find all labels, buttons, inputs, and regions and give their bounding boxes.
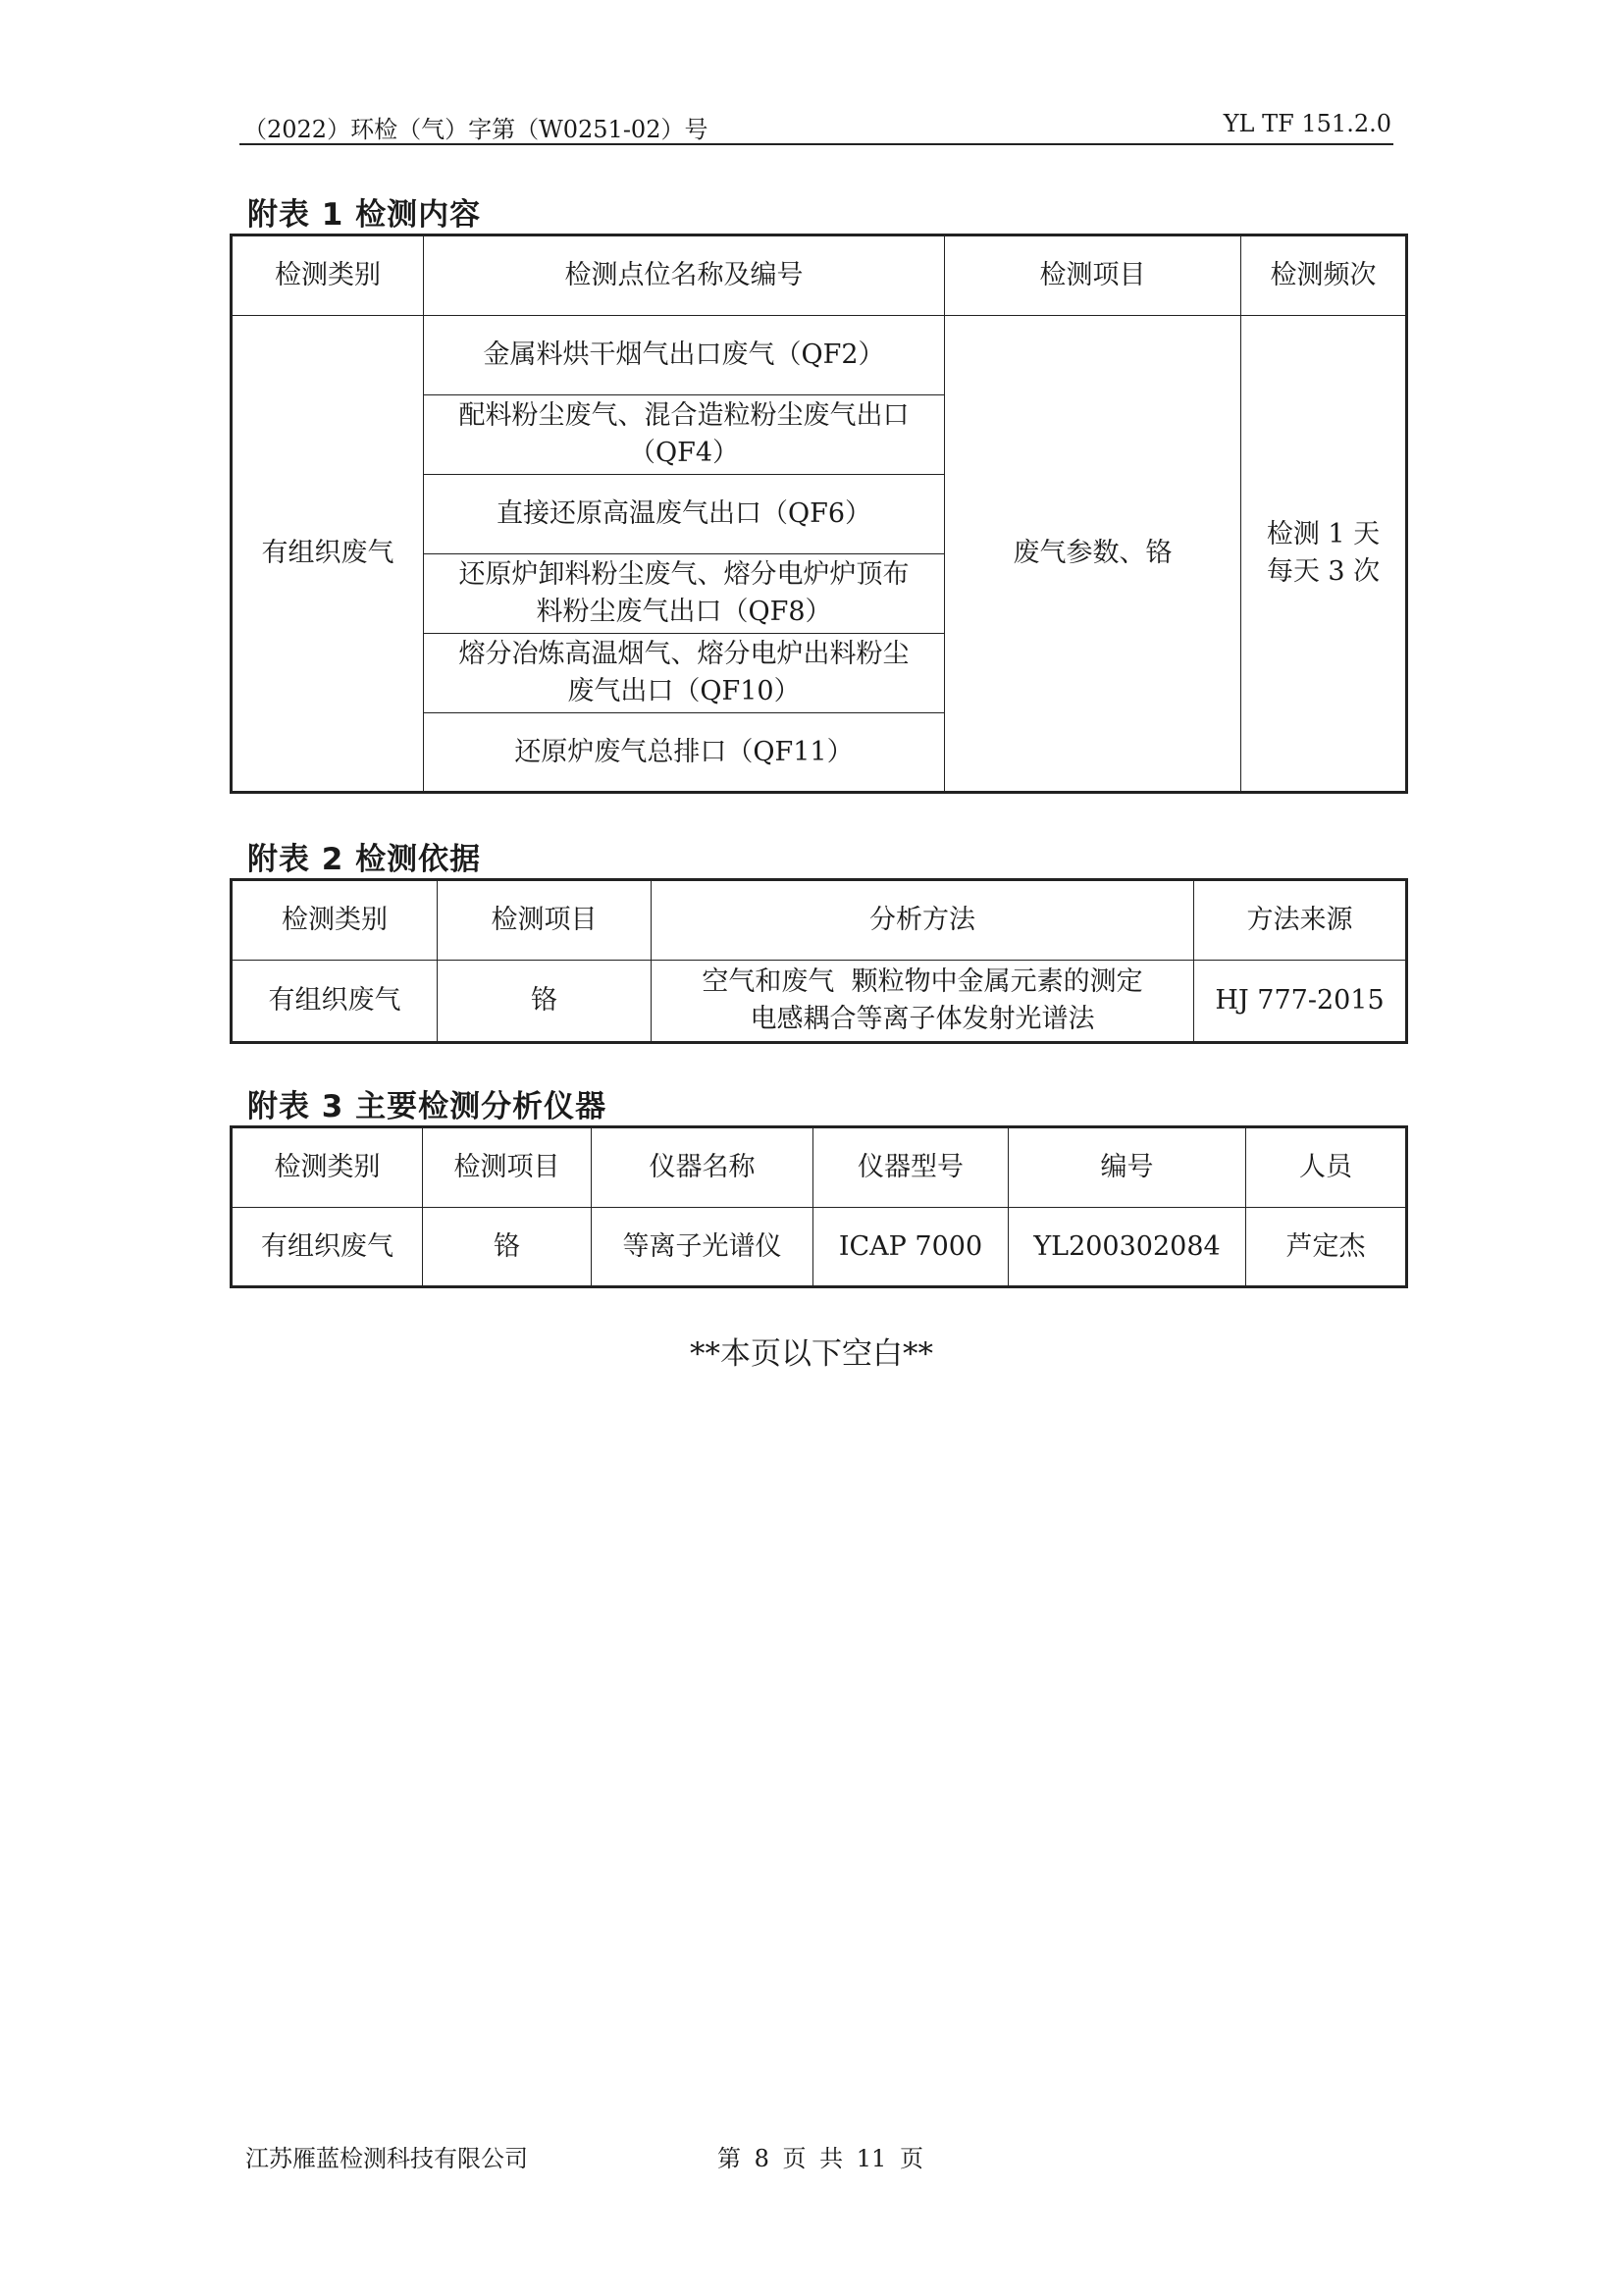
column-header: 检测点位名称及编号 bbox=[424, 235, 945, 316]
column-header: 检测类别 bbox=[232, 235, 424, 316]
detection-basis-table bbox=[230, 878, 1408, 1044]
table-header-row bbox=[232, 235, 1407, 316]
table-row bbox=[232, 316, 1407, 395]
instruments-table bbox=[230, 1125, 1408, 1288]
column-header: 方法来源 bbox=[1194, 880, 1407, 961]
category-cell: 有组织废气 bbox=[232, 316, 424, 793]
column-header: 检测类别 bbox=[232, 880, 438, 961]
table3-title: 附表 3 主要检测分析仪器 bbox=[247, 1089, 607, 1124]
column-header: 仪器名称 bbox=[592, 1127, 813, 1208]
column-header: 分析方法 bbox=[652, 880, 1194, 961]
page-number: 第 8 页 共 11 页 bbox=[717, 2145, 923, 2172]
column-header: 检测类别 bbox=[232, 1127, 423, 1208]
personnel-cell: 芦定杰 bbox=[1246, 1208, 1407, 1287]
item-cell: 铬 bbox=[423, 1208, 592, 1287]
blank-page-note: **本页以下空白** bbox=[690, 1336, 933, 1372]
column-header: 检测项目 bbox=[438, 880, 652, 961]
form-code: YL TF 151.2.0 bbox=[1223, 110, 1391, 137]
column-header: 编号 bbox=[1009, 1127, 1246, 1208]
header-divider bbox=[239, 143, 1393, 145]
point-cell: 金属料烘干烟气出口废气（QF2） bbox=[424, 316, 945, 395]
column-header: 检测项目 bbox=[945, 235, 1241, 316]
frequency-cell: 检测 1 天 每天 3 次 bbox=[1241, 316, 1407, 793]
method-cell: 空气和废气 颗粒物中金属元素的测定 电感耦合等离子体发射光谱法 bbox=[652, 961, 1194, 1043]
source-cell: HJ 777-2015 bbox=[1194, 961, 1407, 1043]
table-header-row bbox=[232, 880, 1407, 961]
document-number: （2022）环检（气）字第（W0251-02）号 bbox=[243, 116, 708, 143]
category-cell: 有组织废气 bbox=[232, 1208, 423, 1287]
items-cell: 废气参数、铬 bbox=[945, 316, 1241, 793]
detection-content-table bbox=[230, 234, 1408, 794]
column-header: 检测项目 bbox=[423, 1127, 592, 1208]
point-cell: 还原炉废气总排口（QF11） bbox=[424, 713, 945, 793]
company-name: 江苏雁蓝检测科技有限公司 bbox=[245, 2145, 528, 2172]
table2-title: 附表 2 检测依据 bbox=[247, 842, 482, 877]
point-cell: 配料粉尘废气、混合造粒粉尘废气出口 （QF4） bbox=[424, 395, 945, 475]
column-header: 检测频次 bbox=[1241, 235, 1407, 316]
column-header: 仪器型号 bbox=[813, 1127, 1009, 1208]
instrument-model-cell: ICAP 7000 bbox=[813, 1208, 1009, 1287]
item-cell: 铬 bbox=[438, 961, 652, 1043]
instrument-name-cell: 等离子光谱仪 bbox=[592, 1208, 813, 1287]
point-cell: 直接还原高温废气出口（QF6） bbox=[424, 475, 945, 554]
column-header: 人员 bbox=[1246, 1127, 1407, 1208]
table1-title: 附表 1 检测内容 bbox=[247, 197, 482, 233]
table-row bbox=[232, 961, 1407, 1043]
point-cell: 还原炉卸料粉尘废气、熔分电炉炉顶布 料粉尘废气出口（QF8） bbox=[424, 554, 945, 634]
table-header-row bbox=[232, 1127, 1407, 1208]
instrument-id-cell: YL200302084 bbox=[1009, 1208, 1246, 1287]
category-cell: 有组织废气 bbox=[232, 961, 438, 1043]
table-row bbox=[232, 1208, 1407, 1287]
point-cell: 熔分冶炼高温烟气、熔分电炉出料粉尘 废气出口（QF10） bbox=[424, 634, 945, 713]
